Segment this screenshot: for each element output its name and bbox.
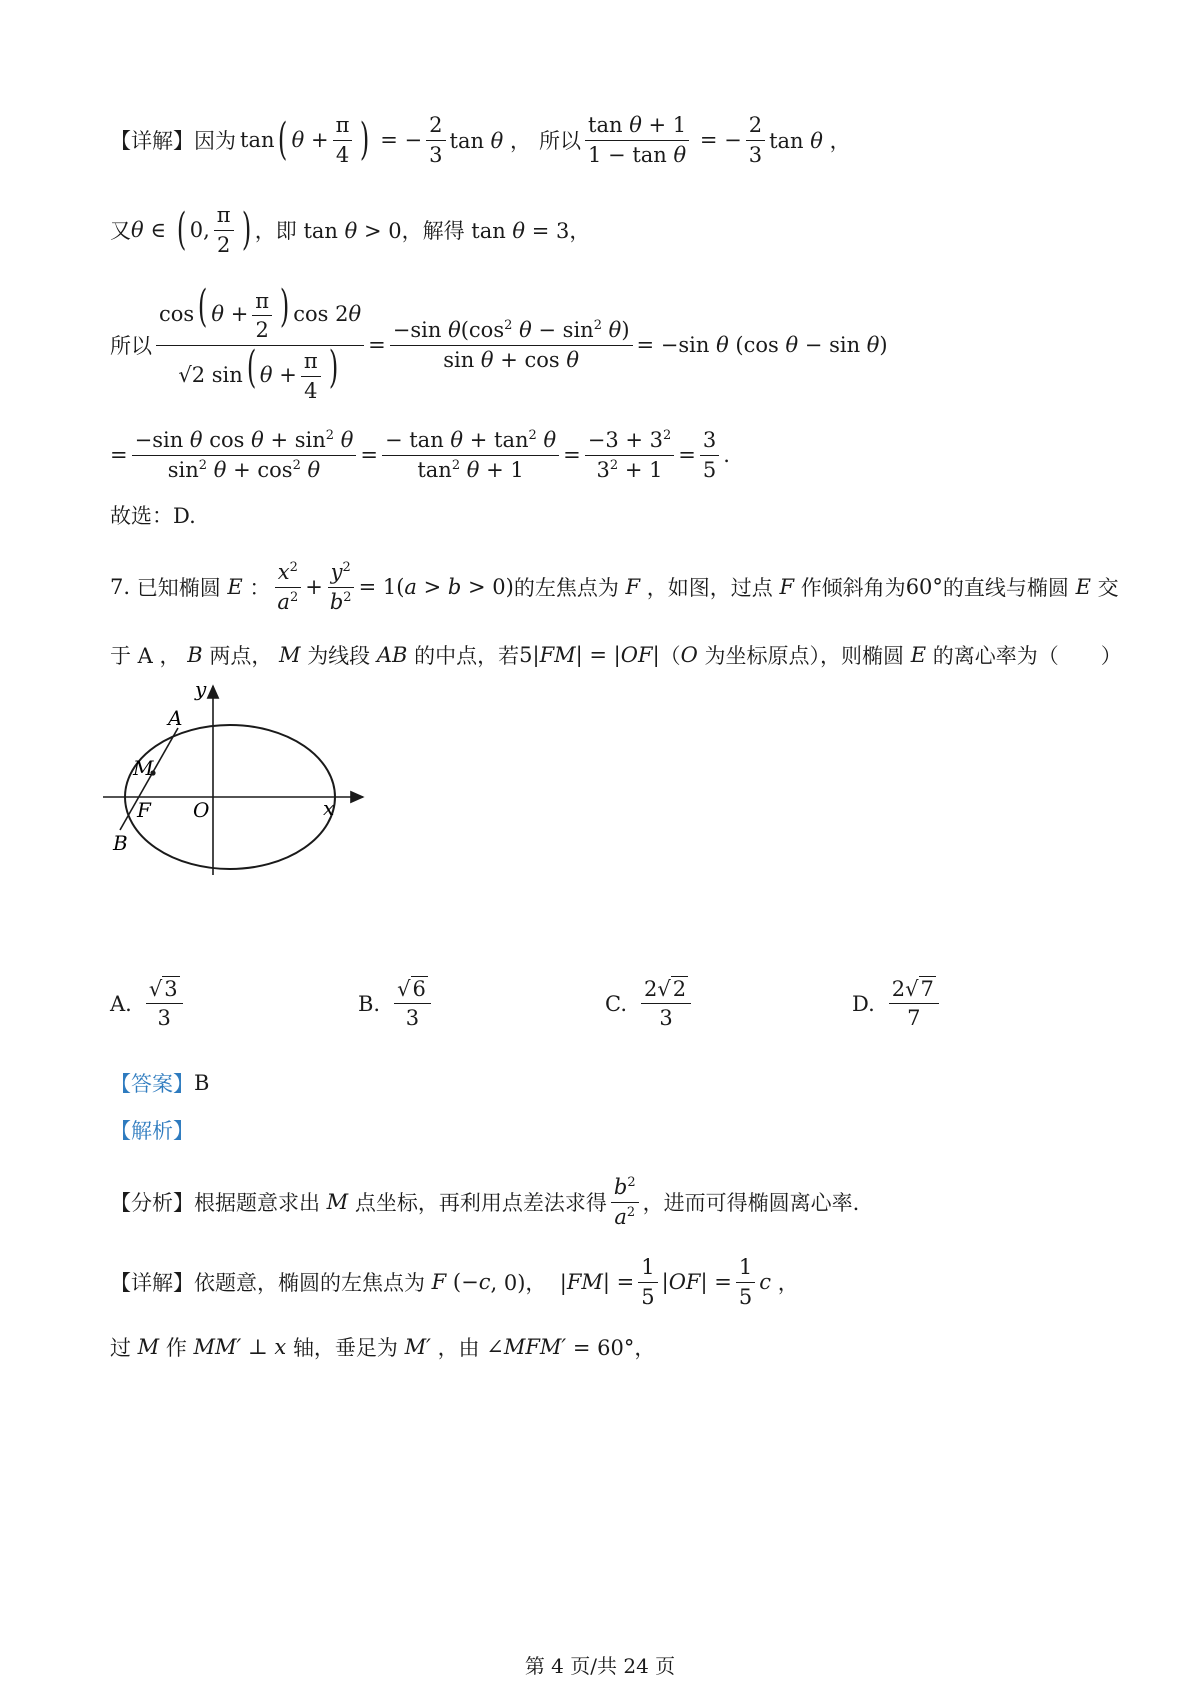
label-f: F <box>137 798 151 822</box>
solution-line-2: 又 θ ∈ ( 0, $\frac{\pi}{2}$ ) ， 即 tan θ > 0， 解得 tan θ = 3， <box>110 203 591 257</box>
analysis-tag: 【解析】 <box>110 1119 194 1143</box>
label-x: x <box>323 796 335 820</box>
label-o: O <box>193 798 210 822</box>
solution2-line-2: 过 M 作 MM′ ⊥ x 轴，垂足为 M′ ，由 ∠ MFM′ = 60°， <box>110 1335 656 1360</box>
label-a: A <box>168 706 183 730</box>
solution2-line-1: 【详解】 依题意，椭圆的左焦点为 F (− c , 0)， | FM | = $\frac{1}{5}$ | OF | = $\frac{1}{5}$ c ， <box>110 1255 799 1309</box>
label-m: M <box>133 756 154 780</box>
choice-a[interactable]: A. $\frac{√3}{3}$ <box>110 975 187 1033</box>
choice-d[interactable]: D. $\frac{2√7}{7}$ <box>852 975 943 1033</box>
answer-value: B <box>194 1071 210 1095</box>
answer-tag: 【答案】 <box>110 1072 194 1096</box>
solution-line-4: = $\frac{-\sin \theta \cos \theta + \sin^2 \theta}{\sin^2 \theta + \cos^2 \theta}$ = $\frac{- \tan \theta + \tan^2 \theta}{\tan^2 \theta + 1}$ = $\frac{-3 + 3^2}{3^2 + 1}$ = $\frac{3}{5}$ . <box>110 428 730 482</box>
label-y: y <box>195 680 207 701</box>
analysis-line <box>110 1115 194 1145</box>
question-7-line-1: 7. 已知椭圆 E ： $\frac{x^2}{a^2}$ + $\frac{y^2}{b^2}$ = 1( a > b > 0) 的左焦点为 F ，如图，过点 F 作倾斜角为 60° 的直线与椭圆 E 交 <box>110 560 1119 614</box>
ellipse-figure <box>95 680 375 950</box>
conclusion: 故选：D. <box>110 504 196 528</box>
fenxi-line: 【分析】 根据题意求出 M 点坐标，再利用点差法求得 $\frac{b^2}{a^2}$ ，进而可得椭圆离心率. <box>110 1175 860 1229</box>
question-7-line-2: 于 A ， B 两点， M 为线段 AB 的中点，若 5| FM | = | OF | （ O 为坐标原点），则椭圆 E 的离心率为（ ） <box>110 643 1122 668</box>
choice-b[interactable]: B. $\frac{√6}{3}$ <box>358 975 435 1033</box>
page-footer: 第 4 页/共 24 页 <box>524 1654 676 1678</box>
label-b: B <box>113 831 128 855</box>
solution-line-3: 所以 cos( θ + $\frac{\pi}{2}$ ) cos 2θ √2 sin( θ + $\frac{\pi}{4}$ ) = $\frac{-\sin \theta(\cos^2 \theta - \sin^2 \theta)}{\text{sin θ + cos θ}}$ = −sin θ (cos θ − sin θ) <box>110 281 888 403</box>
detail-tag: 【详解】 <box>110 129 194 153</box>
choice-c[interactable]: C. $\frac{2√2}{3}$ <box>605 975 695 1033</box>
solution-line-1: 【详解】 因为 tan ( θ + $\frac{\pi}{4}$ ) = − $\frac{2}{3}$ tan θ ， 所以 $\frac{\text{tan θ + 1}}{\text{1 − tan θ}}$ = − $\frac{2}{3}$ tan θ ， <box>110 113 851 167</box>
answer-line <box>110 1068 209 1098</box>
